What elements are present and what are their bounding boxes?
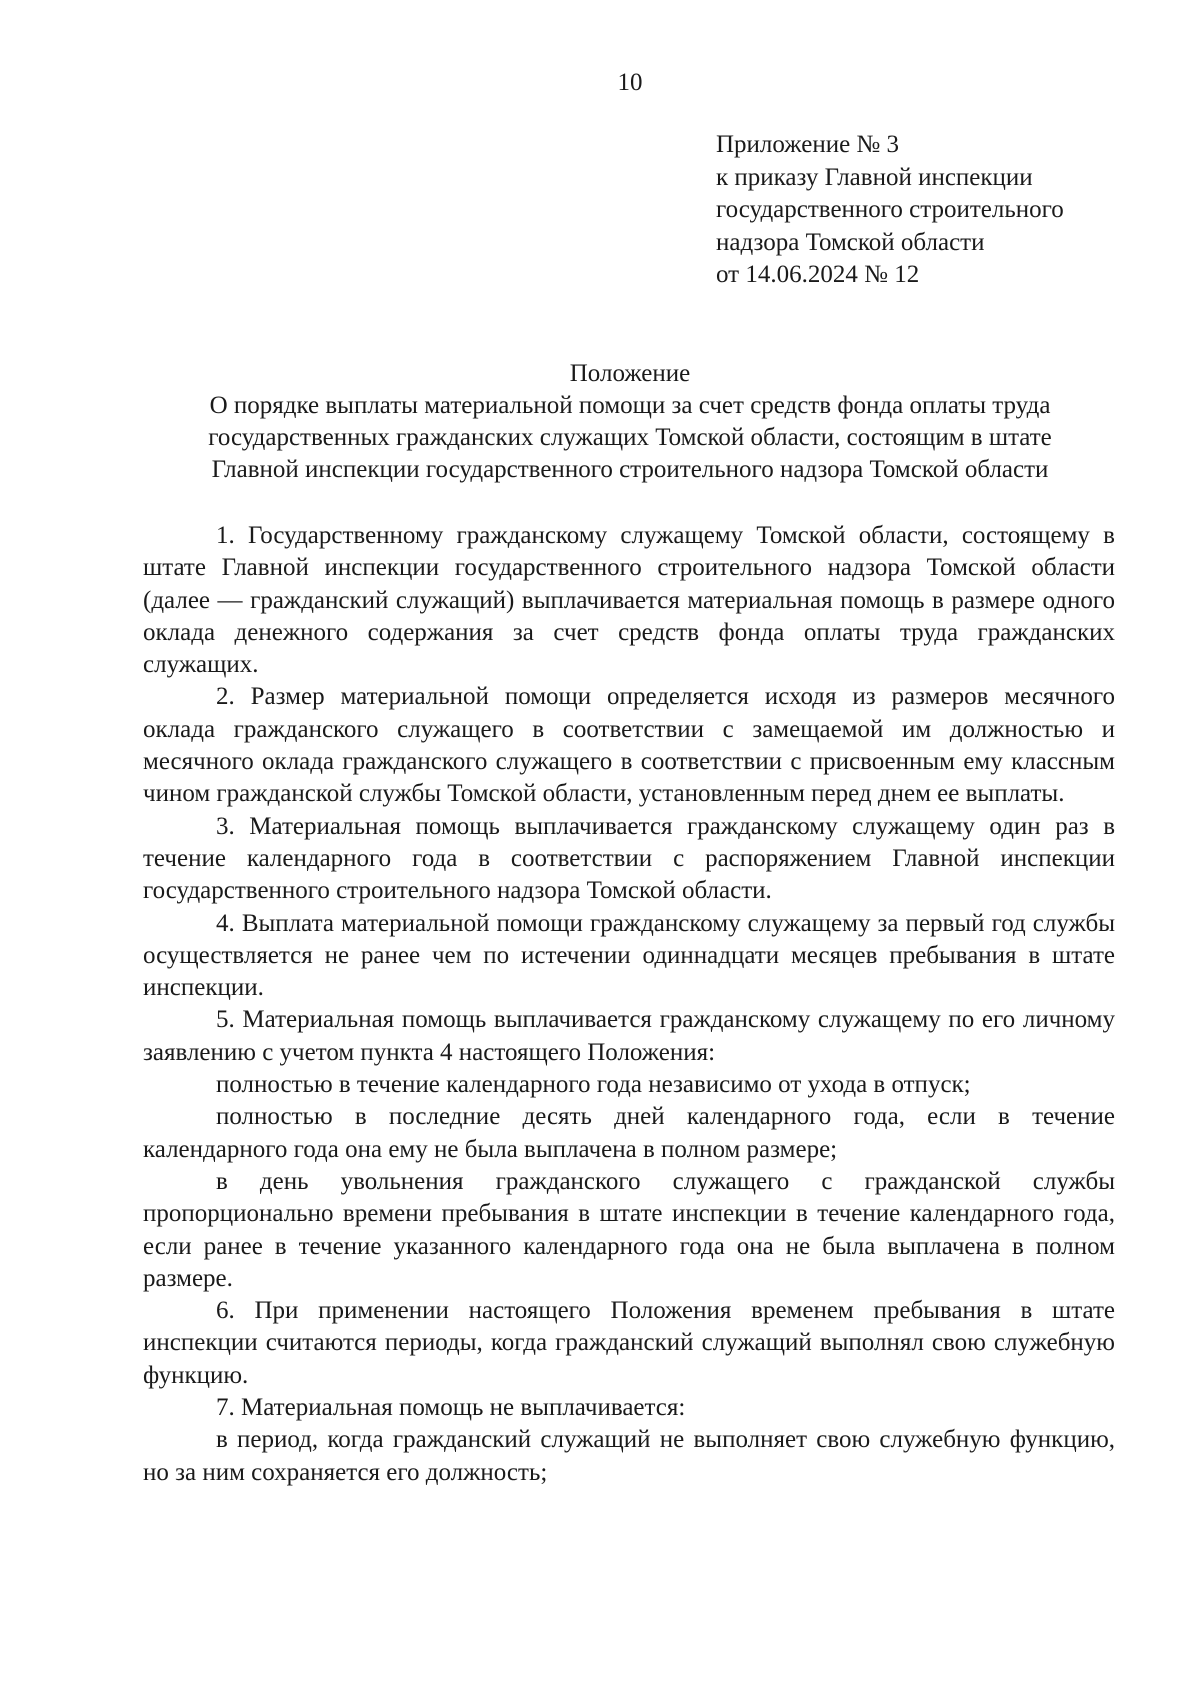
title-line: Главной инспекции государственного строительного надзора Томской области	[211, 456, 1049, 483]
paragraph: в период, когда гражданский служащий не выполняет свою служебную функцию, но за ним сохраняется его должность;	[143, 1426, 1115, 1486]
appendix-line: государственного строительного	[716, 196, 1064, 223]
appendix-line: от 14.06.2024 № 12	[716, 261, 920, 288]
document-title	[140, 358, 1120, 486]
title-line: государственных гражданских служащих Томской области, состоящим в штате	[208, 424, 1052, 451]
appendix-line: Приложение № 3	[716, 131, 900, 158]
title-line: О порядке выплаты материальной помощи за счет средств фонда оплаты труда	[209, 392, 1051, 419]
paragraph: полностью в последние десять дней календарного года, если в течение календарного года она ему не была выплачена в полном размере;	[143, 1103, 1115, 1163]
paragraph: 3. Материальная помощь выплачивается гражданскому служащему один раз в течение календарного года в соответствии с распоряжением Главной инспекции государственного строительного надзора Томской области.	[143, 812, 1115, 905]
paragraph: 1. Государственному гражданскому служащему Томской области, состоящему в штате Главной инспекции государственного строительного надзора Томской области (далее — гражданский служащий) выплачивается материальная помощь в размере одного оклада денежного содержания за счет средств фонда оплаты труда гражданских служащих.	[143, 522, 1115, 679]
title-heading: Положение	[569, 360, 691, 387]
appendix-line: надзора Томской области	[716, 228, 985, 256]
paragraph: в день увольнения гражданского служащего с гражданской службы пропорционально времени пребывания в штате инспекции в течение календарного года, если ранее в течение указанного календарного года она не была выплачена в полном размере.	[143, 1167, 1115, 1292]
appendix-header	[716, 129, 1156, 292]
appendix-line: к приказу Главной инспекции	[716, 163, 1033, 191]
page-number: 10	[617, 69, 643, 96]
paragraph: 2. Размер материальной помощи определяется исходя из размеров месячного оклада гражданского служащего в соответствии с замещаемой им должностью и месячного оклада гражданского служащего в соответствии с присвоенным ему классным чином гражданской службы Томской области, установленным перед днем ее выплаты.	[143, 683, 1115, 808]
paragraph: 6. При применении настоящего Положения временем пребывания в штате инспекции считаются периоды, когда гражданский служащий выполнял свою служебную функцию.	[143, 1297, 1115, 1389]
paragraph: полностью в течение календарного года независимо от ухода в отпуск;	[216, 1071, 971, 1099]
paragraph: 7. Материальная помощь не выплачивается:	[216, 1394, 686, 1422]
paragraph: 4. Выплата материальной помощи гражданскому служащему за первый год службы осуществляется не ранее чем по истечении одиннадцати месяцев пребывания в штате инспекции.	[143, 909, 1115, 1002]
paragraph: 5. Материальная помощь выплачивается гражданскому служащему по его личному заявлению с учетом пункта 4 настоящего Положения:	[143, 1006, 1115, 1066]
document-body	[143, 520, 1115, 1489]
